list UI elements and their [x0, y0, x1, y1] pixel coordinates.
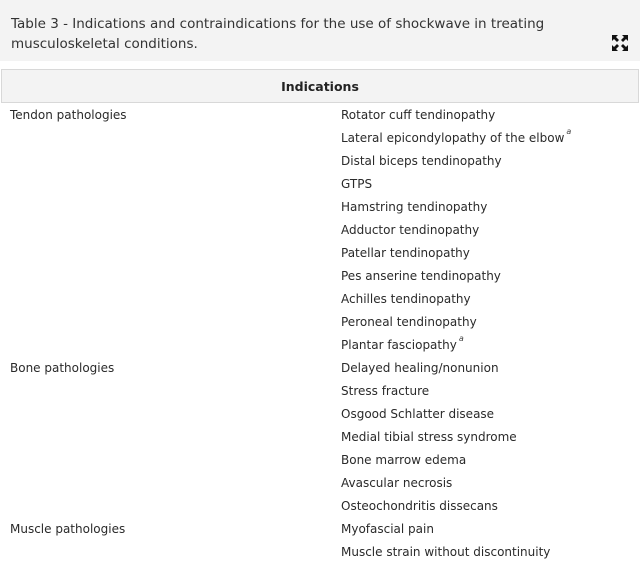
indication-cell — [341, 384, 640, 398]
indication-text: Osgood Schlatter disease — [341, 406, 495, 421]
category-cell: Muscle pathologies — [10, 521, 126, 536]
indication-text: Medial tibial stress syndrome — [341, 429, 517, 444]
indication-cell — [341, 476, 640, 490]
table-row — [0, 103, 640, 126]
table-row — [0, 356, 640, 379]
indication-text: Stress fracture — [341, 383, 430, 398]
table-row — [0, 333, 640, 356]
indication-text: Achilles tendinopathy — [341, 291, 471, 306]
header-indications: Indications — [281, 78, 359, 94]
indication-text: GTPS — [341, 176, 373, 191]
indication-text: Rotator cuff tendinopathy — [341, 107, 496, 122]
indication-cell — [341, 200, 640, 214]
table-body — [0, 103, 640, 563]
indication-cell — [341, 154, 640, 168]
indication-cell — [341, 545, 640, 559]
table-row — [0, 149, 640, 172]
table-row — [0, 379, 640, 402]
indication-cell — [341, 430, 640, 444]
table-row — [0, 195, 640, 218]
table-row — [0, 448, 640, 471]
indication-cell — [341, 361, 640, 375]
indication-cell — [341, 334, 640, 352]
indication-text: Plantar fasciopathy — [341, 338, 457, 352]
table-row — [0, 425, 640, 448]
category-cell: Bone pathologies — [10, 360, 115, 375]
table-row — [0, 126, 640, 149]
table-row — [0, 494, 640, 517]
table-header — [1, 69, 639, 103]
indication-cell — [341, 177, 640, 191]
indication-cell — [341, 269, 640, 283]
table-row — [0, 540, 640, 563]
indication-cell — [341, 108, 640, 122]
indication-cell — [341, 292, 640, 306]
table-row — [0, 517, 640, 540]
indication-text: Pes anserine tendinopathy — [341, 268, 501, 283]
indication-text: Adductor tendinopathy — [341, 222, 480, 237]
indication-text: Delayed healing/nonunion — [341, 360, 499, 375]
indication-text: Patellar tendinopathy — [341, 245, 470, 260]
indication-text: Muscle strain without discontinuity — [341, 544, 551, 559]
footnote-marker[interactable]: a — [566, 127, 572, 136]
indication-text: Avascular necrosis — [341, 475, 453, 490]
footnote-marker[interactable]: a — [458, 334, 464, 343]
indication-cell — [341, 315, 640, 329]
table-row — [0, 172, 640, 195]
expand-arrows-icon[interactable] — [611, 34, 629, 52]
indication-cell — [341, 223, 640, 237]
indication-text: Hamstring tendinopathy — [341, 199, 488, 214]
indication-text: Lateral epicondylopathy of the elbow — [341, 131, 565, 145]
indication-cell — [341, 453, 640, 467]
table-caption — [0, 0, 640, 61]
indication-text: Peroneal tendinopathy — [341, 314, 477, 329]
category-cell: Tendon pathologies — [10, 107, 127, 122]
indication-text: Bone marrow edema — [341, 452, 467, 467]
indication-text: Myofascial pain — [341, 521, 434, 536]
indication-cell — [341, 499, 640, 513]
indication-cell — [341, 407, 640, 421]
table-row — [0, 471, 640, 494]
indication-text: Osteochondritis dissecans — [341, 498, 498, 513]
table-row — [0, 310, 640, 333]
indication-text: Distal biceps tendinopathy — [341, 153, 502, 168]
table-row — [0, 218, 640, 241]
table-title: Table 3 - Indications and contraindications for the use of shockwave in treating musculoskeletal conditions. — [11, 16, 545, 52]
table-row — [0, 402, 640, 425]
indication-cell — [341, 522, 640, 536]
table-row — [0, 241, 640, 264]
spacer — [0, 61, 640, 69]
table-row — [0, 287, 640, 310]
indication-cell — [341, 246, 640, 260]
table-row — [0, 264, 640, 287]
indication-cell — [341, 127, 640, 145]
